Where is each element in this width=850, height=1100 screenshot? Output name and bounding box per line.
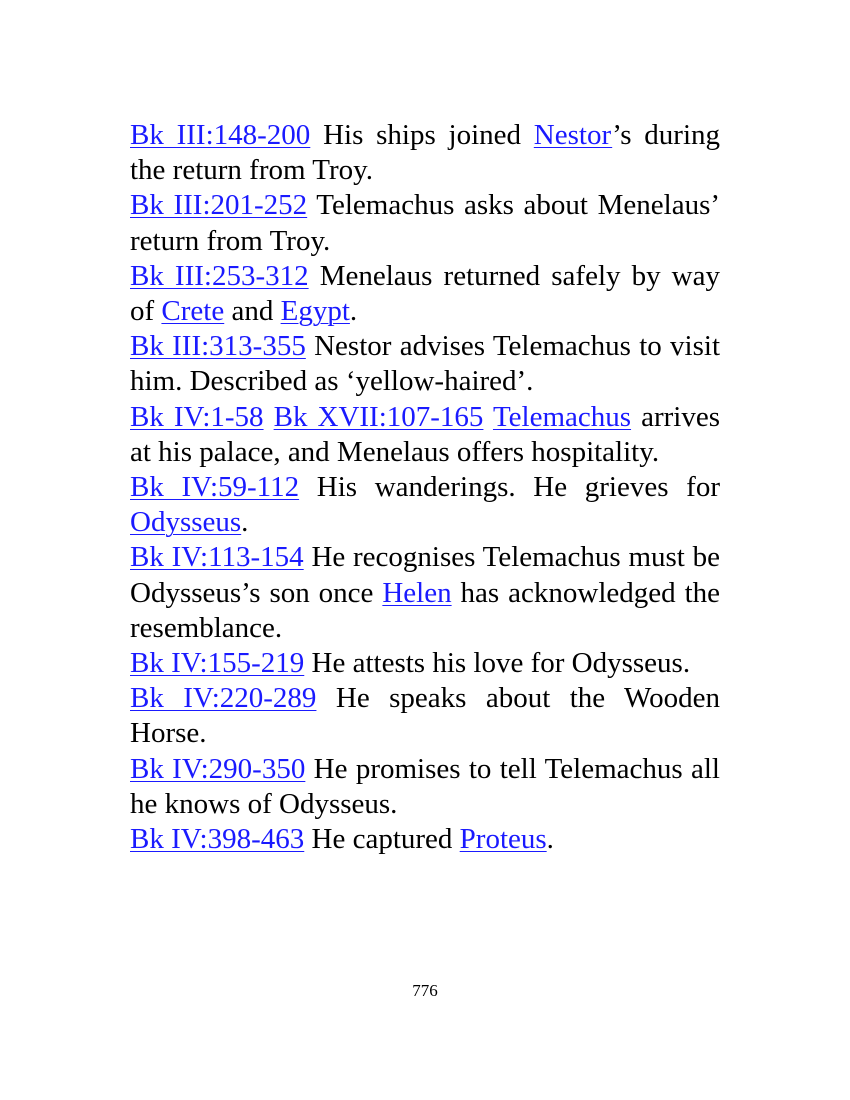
entry-text: Nestor advises Telemachus to visit him. Described as ‘yellow-haired’. xyxy=(130,330,720,398)
entry-paragraph xyxy=(130,540,720,646)
entry-text: Menelaus returned safely by way of xyxy=(130,259,720,328)
entry-text: and xyxy=(224,295,281,328)
entry-text: Telemachus asks about Menelaus’ return from Troy. xyxy=(130,189,721,257)
entry-text: . xyxy=(241,506,249,539)
entry-paragraph xyxy=(130,329,720,399)
entry-text: His wanderings. He grieves for xyxy=(299,471,720,504)
cross-reference-link[interactable]: Crete xyxy=(161,295,225,328)
entry-paragraph xyxy=(130,188,720,258)
cross-reference-link[interactable]: Telemachus xyxy=(492,400,632,433)
cross-reference-link[interactable]: Bk IV:113-154 xyxy=(130,541,304,574)
entry-paragraph xyxy=(130,822,720,857)
cross-reference-link[interactable]: Bk III:148-200 xyxy=(130,119,311,151)
entry-text xyxy=(264,401,274,433)
cross-reference-link[interactable]: Bk IV:290-350 xyxy=(130,752,306,785)
entry-text: He promises to tell Telemachus all he knows of Odysseus. xyxy=(130,752,720,820)
cross-reference-link[interactable]: Bk III:313-355 xyxy=(130,330,306,363)
page-number: 776 xyxy=(412,981,438,1000)
entry-text: He attests his love for Odysseus. xyxy=(304,647,691,680)
entry-text: . xyxy=(349,295,358,328)
cross-reference-link[interactable]: Helen xyxy=(382,576,452,609)
entry-text: He recognises Telemachus must be Odysseus’s son once xyxy=(130,541,720,609)
entry-text: ’s during the return from Troy. xyxy=(130,119,721,187)
cross-reference-link[interactable]: Bk XVII:107-165 xyxy=(273,400,484,433)
entry-text: . xyxy=(546,823,554,856)
cross-reference-link[interactable]: Egypt xyxy=(280,295,350,328)
cross-reference-link[interactable]: Bk IV:220-289 xyxy=(130,682,317,715)
cross-reference-link[interactable]: Bk IV:398-463 xyxy=(130,823,305,856)
entry-text: He captured xyxy=(304,823,460,856)
entry-list xyxy=(130,118,720,857)
cross-reference-link[interactable]: Bk IV:59-112 xyxy=(130,471,300,504)
cross-reference-link[interactable]: Bk III:253-312 xyxy=(130,259,309,292)
cross-reference-link[interactable]: Proteus xyxy=(459,823,547,856)
entry-paragraph xyxy=(130,400,720,470)
cross-reference-link[interactable]: Bk IV:155-219 xyxy=(130,647,305,680)
entry-text: He speaks about the Wooden Horse. xyxy=(130,682,720,750)
entry-text xyxy=(483,401,493,433)
cross-reference-link[interactable]: Odysseus xyxy=(130,506,242,539)
entry-text: has acknowledged the resemblance. xyxy=(130,576,720,644)
entry-paragraph xyxy=(130,470,720,540)
entry-paragraph xyxy=(130,646,720,681)
entry-text: arrives at his palace, and Menelaus offers hospitality. xyxy=(130,400,720,468)
cross-reference-link[interactable]: Nestor xyxy=(533,119,613,151)
entry-paragraph xyxy=(130,259,720,329)
entry-paragraph xyxy=(130,681,720,751)
entry-paragraph xyxy=(130,752,720,822)
entry-paragraph xyxy=(130,118,720,188)
cross-reference-link[interactable]: Bk III:201-252 xyxy=(130,189,308,222)
cross-reference-link[interactable]: Bk IV:1-58 xyxy=(130,400,264,433)
entry-text: His ships joined xyxy=(310,119,534,151)
